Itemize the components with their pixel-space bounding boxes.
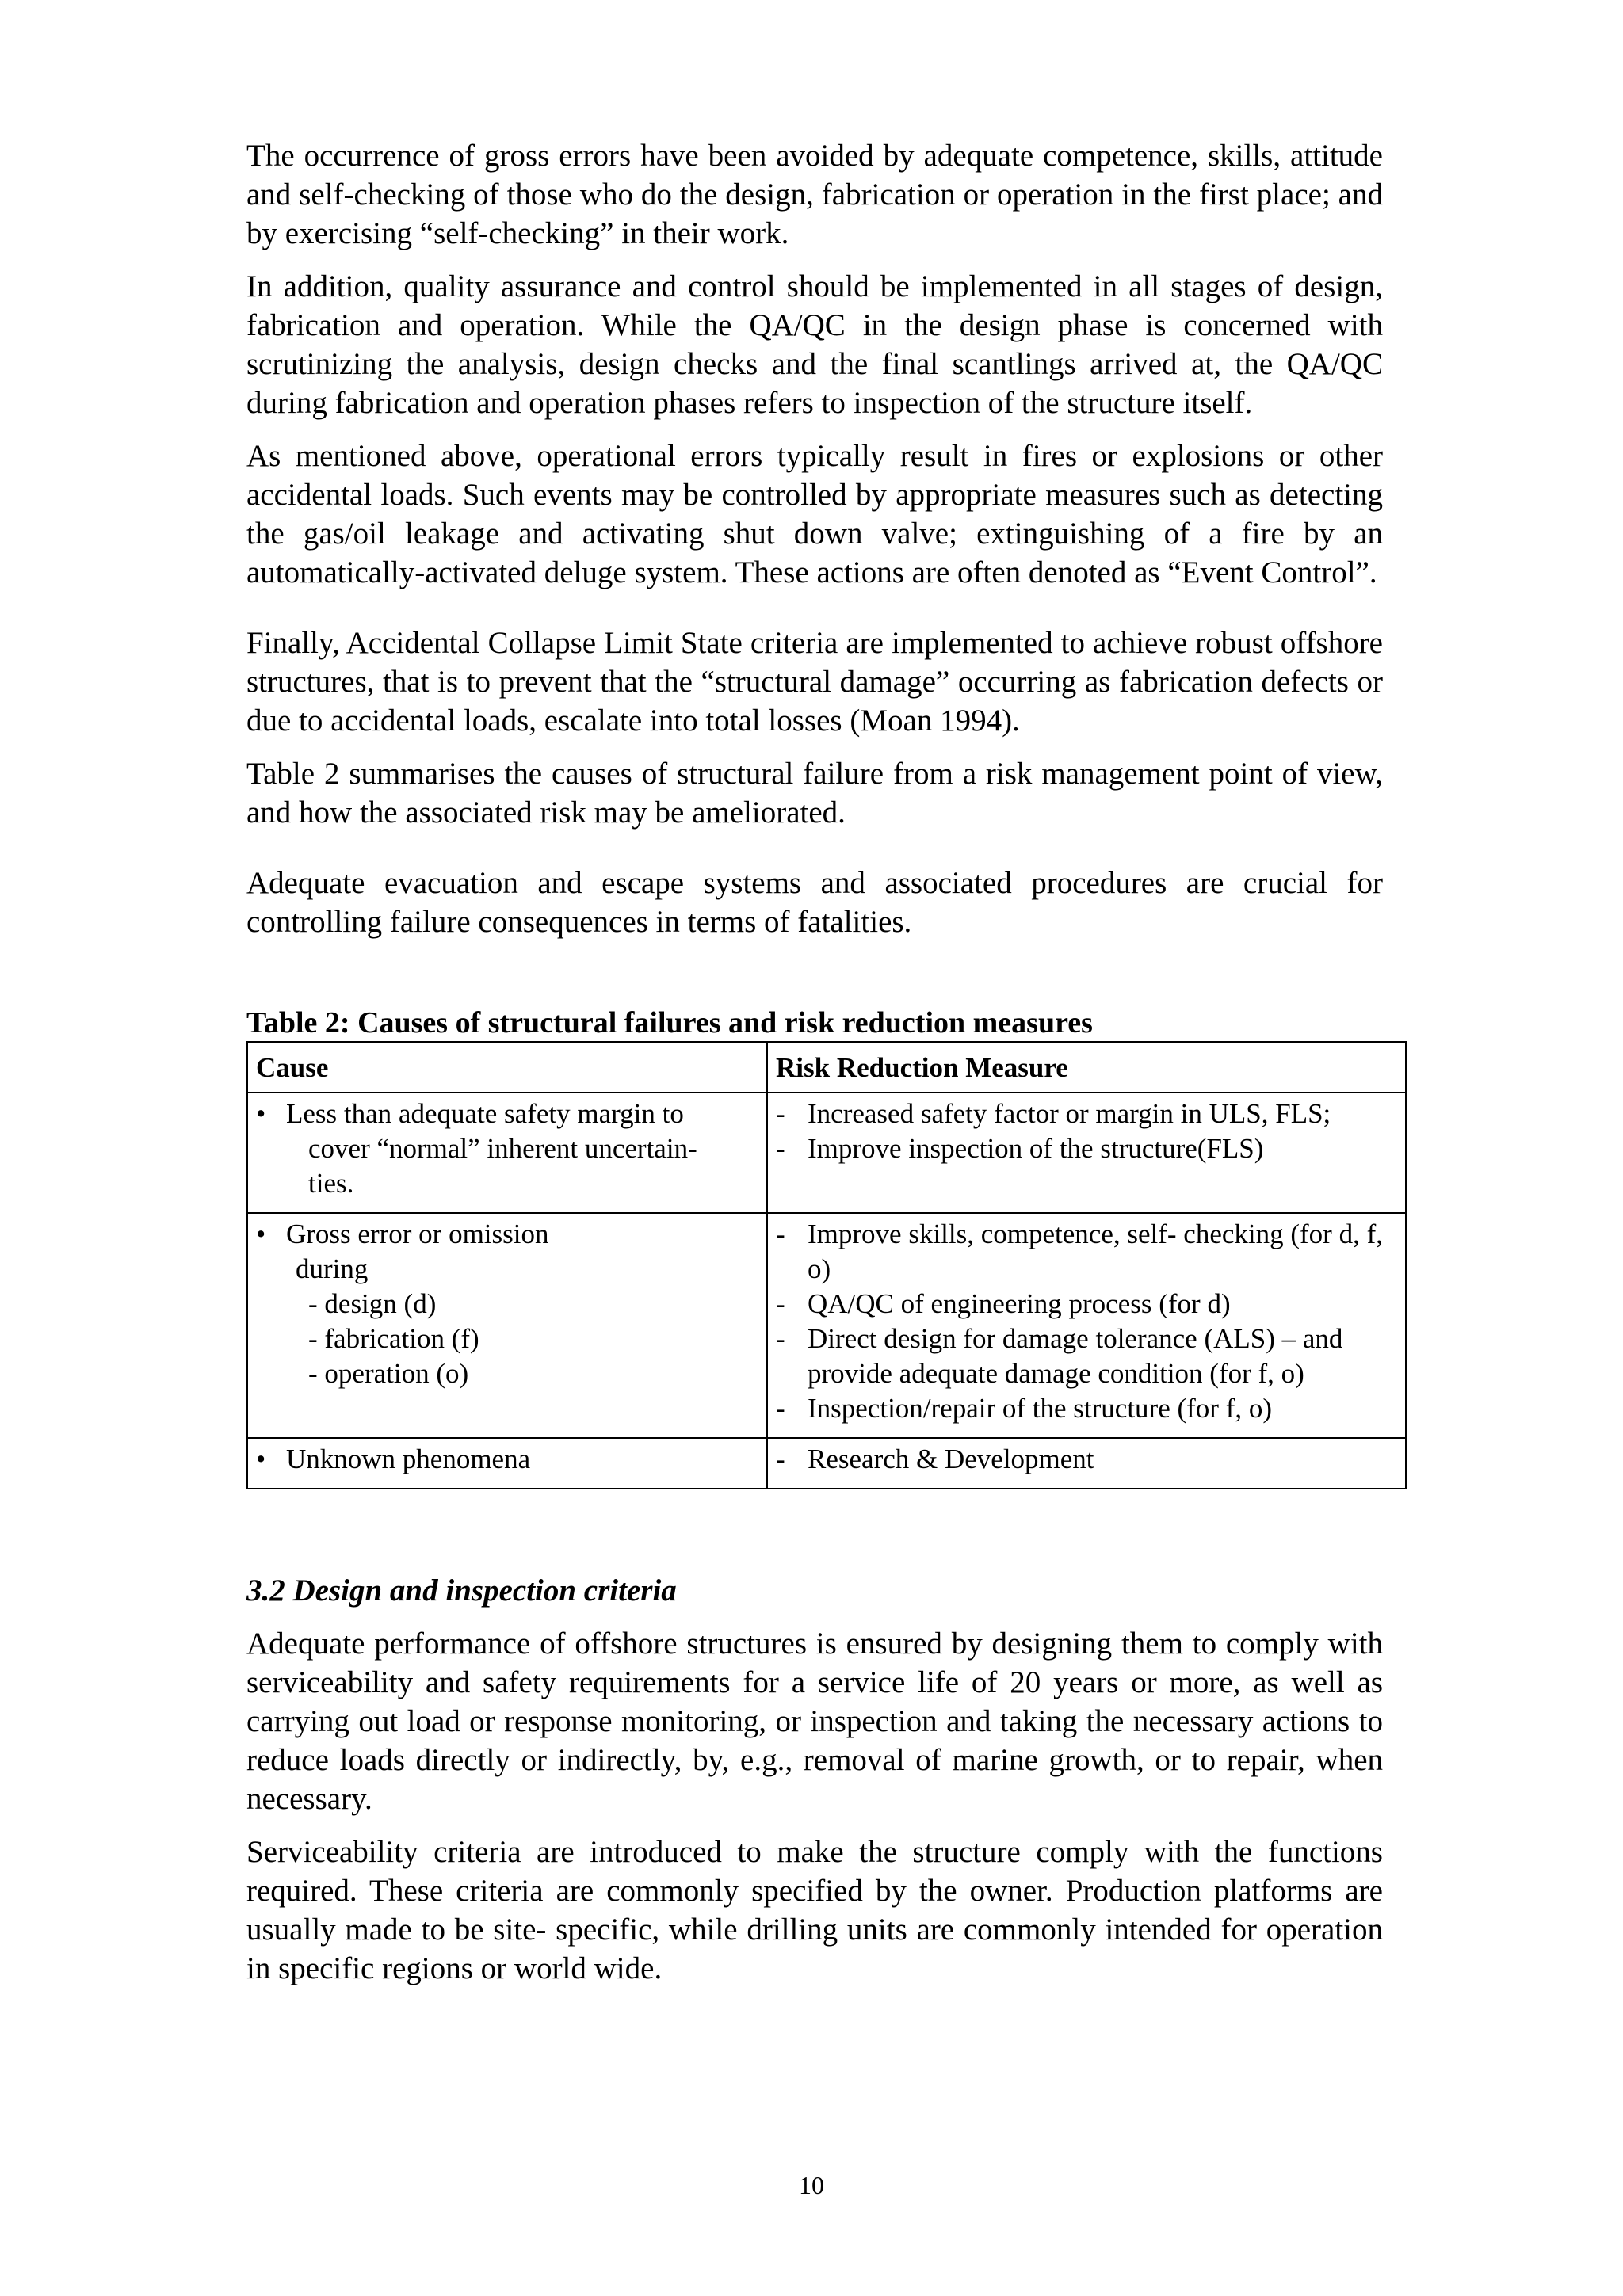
measure-item: Inspection/repair of the structure (for f, o) — [808, 1393, 1273, 1424]
measure-item: Direct design for damage tolerance (ALS) – and provide adequate damage condition (for f, o) — [808, 1323, 1343, 1389]
table-row — [247, 1093, 1406, 1213]
paragraph-performance: Adequate performance of offshore structures is ensured by designing them to comply with serviceability and safety requirements for a service life of 20 years or more, as well as carrying out load or response monitoring, or inspection and taking the necessary actions to reduce loads directly or indirectly, by, e.g., removal of marine growth, or to repair, when necessary. — [246, 1627, 1383, 1816]
section-heading: 3.2 Design and inspection criteria — [246, 1573, 677, 1608]
page-number: 10 — [799, 2171, 824, 2199]
cause-cell — [247, 1213, 767, 1438]
cause-line: - fabrication (f) — [308, 1323, 479, 1354]
bullet-icon: • — [256, 1098, 266, 1129]
document-page — [246, 136, 1383, 1988]
cause-line: during — [296, 1253, 369, 1284]
paragraph-table-summary: Table 2 summarises the causes of structural failure from a risk management point of view, and how the associated risk may be ameliorated. — [246, 757, 1383, 830]
cause-line: Unknown phenomena — [286, 1444, 531, 1474]
dash-marker: - — [776, 1323, 785, 1354]
cause-line: Less than adequate safety margin to — [286, 1098, 684, 1129]
paragraph-accidental-collapse: Finally, Accidental Collapse Limit State criteria are implemented to achieve robust offshore structures, that is to prevent that the “structural damage” occurring as fabrication defects or due to accidental loads, escalate into total losses (Moan 1994). — [246, 626, 1383, 738]
table-header-row — [247, 1042, 1406, 1093]
paragraph-quality-assurance: In addition, quality assurance and control should be implemented in all stages of design, fabrication and operation. While the QA/QC in the design phase is concerned with scrutinizing the analysis, design checks and the final scantlings arrived at, the QA/QC during fabrication and operation phases refers to inspection of the structure itself. — [246, 269, 1383, 420]
table-caption: Table 2: Causes of structural failures and risk reduction measures — [246, 1006, 1093, 1039]
dash-marker: - — [776, 1288, 785, 1319]
measure-item: Improve skills, competence, self- checking (for d, f, o) — [808, 1219, 1383, 1284]
measure-cell — [767, 1213, 1406, 1438]
paragraph-gross-errors: The occurrence of gross errors have been avoided by adequate competence, skills, attitude and self-checking of those who do the design, fabrication or operation in the first place; and by exercising “self-checking” in their work. — [246, 139, 1383, 250]
cause-line: - design (d) — [308, 1288, 437, 1319]
measure-item: Increased safety factor or margin in ULS, FLS; — [808, 1098, 1331, 1129]
paragraph-evacuation: Adequate evacuation and escape systems and associated procedures are crucial for controlling failure consequences in terms of fatalities. — [246, 866, 1383, 939]
cause-line: Gross error or omission — [286, 1219, 549, 1249]
measure-cell — [767, 1093, 1406, 1213]
dash-marker: - — [776, 1219, 785, 1249]
cause-cell — [247, 1438, 767, 1489]
paragraph-serviceability: Serviceability criteria are introduced to make the structure comply with the functions required. These criteria are commonly specified by the owner. Production platforms are usually made to be site- specific, while drilling units are commonly intended for operation in specific regions or world wide. — [246, 1835, 1383, 1985]
table-row — [247, 1213, 1406, 1438]
dash-marker: - — [776, 1133, 785, 1164]
measure-item: Improve inspection of the structure(FLS) — [808, 1133, 1264, 1164]
column-header-cause: Cause — [247, 1042, 767, 1093]
cause-cell — [247, 1093, 767, 1213]
dash-marker: - — [776, 1444, 785, 1474]
dash-marker: - — [776, 1098, 785, 1129]
paragraph-operational-errors: As mentioned above, operational errors typically result in fires or explosions or other accidental loads. Such events may be controlled by appropriate measures such as detecting the gas/oil leakage and activating shut down valve; extinguishing of a fire by an automatically-activated deluge system. These actions are often denoted as “Event Control”. — [246, 439, 1383, 589]
table-row — [247, 1438, 1406, 1489]
cause-line: cover “normal” inherent uncertain- — [308, 1133, 697, 1164]
causes-table — [246, 1041, 1407, 1489]
dash-marker: - — [776, 1393, 785, 1424]
measure-item: Research & Development — [808, 1444, 1094, 1474]
measure-cell — [767, 1438, 1406, 1489]
cause-line: - operation (o) — [308, 1358, 469, 1389]
bullet-icon: • — [256, 1219, 266, 1249]
column-header-measure: Risk Reduction Measure — [767, 1042, 1406, 1093]
bullet-icon: • — [256, 1444, 266, 1474]
measure-item: QA/QC of engineering process (for d) — [808, 1288, 1231, 1319]
cause-line: ties. — [308, 1168, 354, 1199]
